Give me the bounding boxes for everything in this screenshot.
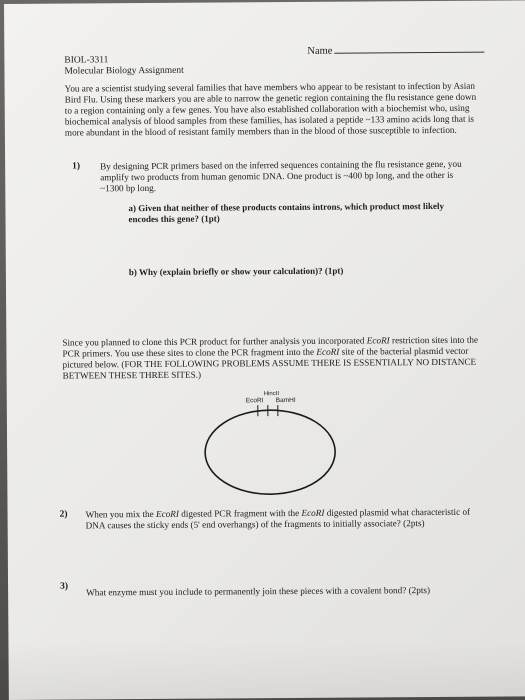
name-field [307,43,484,57]
bamhi-label: BamHI [275,396,296,405]
question-1a-text: a) Given that neither of these products contains introns, which product most likely encodes this gene? (1pt) [128,200,445,225]
question-2-text-2: digested PCR fragment with the [178,507,302,519]
cloning-text-2: restriction sites into the PCR primers. You use these sites to clone the PCR fragment into the [62,334,479,359]
question-3-number: 3) [60,581,69,592]
question-1-text: By designing PCR primers based on the inferred sequences containing the flu resistance gene, you amplify two products from human genomic DNA. One product is ~400 bp long, and the other is ~1300 bp long. [100,158,462,194]
question-3-text: What enzyme must you include to permanently join these pieces with a covalent bond? (2pts) [86,585,431,598]
assignment-title: Molecular Biology Assignment [64,65,184,77]
cloning-enzyme-2: EcoRI [316,346,340,357]
name-blank-line [334,43,484,54]
question-2-text [86,507,476,532]
question-2-enzyme-2: EcoRI [301,507,325,518]
question-2-number: 2) [59,509,68,520]
cloning-text-3: site of the bacterial plasmid vector pictured below. (FOR THE FOLLOWING PROBLEMS ASSUME THERE IS ESSENTIALLY NO DISTANCE BETWEEN THESE THREE SITES.) [62,345,477,381]
question-2-text-1: When you mix the [85,508,157,520]
course-header [64,55,183,78]
cloning-text-1: Since you planned to clone this PCR product for further analysis you incorporated [62,335,367,348]
worksheet-page [4,0,525,700]
intro-paragraph: You are a scientist studying several families that have members who appear to be resistant to infection by Asian Bird Flu. Using these markers you are able to narrow the genetic region containing the flu resistance gene down to a region containing only a few genes. You have also established collaboration with a biochemist who, using biochemical analysis of blood samples from these families, has isolated a peptide ~133 amino acids long that is more abundant in the blood of resistant family members than in the blood of those susceptible to infection. [64,80,477,138]
cloning-enzyme-1: EcoRI [366,335,390,346]
plasmid-circle [205,410,336,495]
question-1-number: 1) [72,161,81,172]
course-code: BIOL-3311 [64,55,109,66]
question-2-enzyme-1: EcoRI [155,508,180,519]
hincii-label: HincII [263,391,280,398]
name-label: Name [307,45,333,57]
ecori-label: EcoRI [245,397,264,405]
question-1b-text: b) Why (explain briefly or show your calculation)? (1pt) [128,265,344,278]
question-2-text-3: digested plasmid what characteristic of DNA causes the sticky ends (5' end overhangs) of the fragments to initially associate? (2pts) [85,506,471,531]
cloning-paragraph [62,335,482,382]
plasmid-diagram [192,380,348,501]
